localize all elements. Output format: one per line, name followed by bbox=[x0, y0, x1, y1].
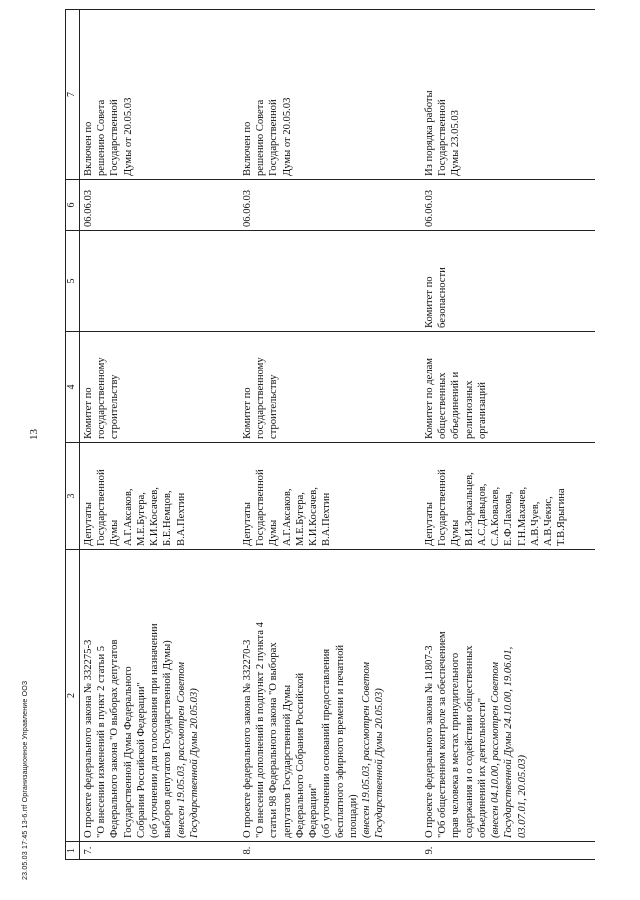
co-committee-line: безопасности bbox=[437, 267, 449, 328]
desc-line: Федерации" bbox=[308, 783, 320, 838]
author-line: А.Г.Аксаков, bbox=[281, 488, 293, 546]
committee-line: объединений и bbox=[450, 371, 462, 439]
desc-line: Федерального Собрания Российской bbox=[294, 672, 306, 838]
author-line: А.С.Давыдов, bbox=[476, 483, 488, 546]
header-cell: 5 bbox=[66, 231, 80, 332]
author-line: Е.Ф.Лахова, bbox=[503, 491, 515, 546]
author-line: А.В.Чекис, bbox=[543, 496, 555, 546]
author-line: Т.В.Ярыгина bbox=[556, 488, 568, 546]
note-line: Государственной bbox=[437, 99, 449, 176]
committee-line: Комитет по bbox=[83, 387, 94, 439]
co-committee-cell bbox=[421, 231, 595, 332]
author-line: В.И.Зоркальцев, bbox=[463, 472, 475, 546]
note-line: Думы от 20.05.03 bbox=[122, 97, 134, 176]
committee-line: строительству bbox=[109, 374, 121, 439]
note-line: решению Совета bbox=[96, 99, 108, 176]
desc-line: (об уточнении оснований предоставления bbox=[321, 648, 333, 838]
committee-line: общественных bbox=[437, 372, 449, 439]
author-line: М.Е.Бугера, bbox=[135, 492, 147, 546]
note-line: Государственной bbox=[109, 99, 121, 176]
note-line: Думы от 20.05.03 bbox=[281, 97, 293, 176]
header-cell: 2 bbox=[66, 550, 80, 842]
desc-line: Государственной Думы Федерального bbox=[122, 666, 134, 838]
date-cell: 06.06.03 bbox=[421, 180, 595, 231]
desc-line: "Об общественном контроле за обеспечением bbox=[437, 631, 449, 838]
authors-cell bbox=[239, 443, 421, 550]
authors-cell bbox=[421, 443, 595, 550]
desc-italic-line: 03.07.01, 20.05.03) bbox=[516, 755, 528, 838]
desc-line: содержания и о содействии общественных bbox=[463, 645, 475, 838]
committee-cell bbox=[421, 332, 595, 443]
page-number: 13 bbox=[28, 429, 40, 440]
author-line: В.А.Пехтин bbox=[175, 492, 187, 546]
desc-italic-line: (внесен 19.05.03, рассмотрен Советом bbox=[175, 662, 187, 838]
desc-line: бесплатного эфирного времени и печатной bbox=[334, 644, 346, 838]
desc-line: О проекте федерального закона № 332270-3 bbox=[242, 639, 253, 838]
co-committee-cell bbox=[80, 231, 240, 332]
date-cell: 06.06.03 bbox=[239, 180, 421, 231]
note-cell bbox=[239, 10, 421, 180]
header-cell: 7 bbox=[66, 10, 80, 180]
committee-line: Комитет по делам bbox=[424, 357, 435, 439]
footer-stamp: 23.05.03 17:45 13-6.rtf Организационное Управление ООЗ bbox=[22, 680, 29, 880]
desc-line: "О внесении дополнений в подпункт 2 пункта 4 bbox=[255, 622, 267, 838]
row-number: 9. bbox=[421, 842, 595, 860]
note-line: Думы 23.05.03 bbox=[450, 110, 462, 176]
note-line: Государственной bbox=[268, 99, 280, 176]
author-line: Депутаты bbox=[424, 502, 435, 546]
note-line: Из порядка работы bbox=[424, 90, 435, 176]
desc-line: статьи 98 Федерального закона "О выборах bbox=[268, 642, 280, 838]
author-line: Государственной bbox=[255, 469, 267, 546]
author-line: Думы bbox=[109, 519, 121, 546]
note-line: Включен по bbox=[83, 121, 94, 176]
note-line: решению Совета bbox=[255, 99, 267, 176]
author-line: К.И.Косачев, bbox=[149, 487, 161, 546]
header-cell: 4 bbox=[66, 332, 80, 443]
desc-line: депутатов Государственной Думы bbox=[281, 684, 293, 838]
author-line: Думы bbox=[450, 519, 462, 546]
desc-italic-line: Государственной Думы 24.10.00, 19.06.01, bbox=[503, 646, 515, 838]
author-line: Г.Н.Махачев, bbox=[516, 486, 528, 546]
desc-line: О проекте федерального закона № 332275-3 bbox=[83, 639, 94, 838]
co-committee-line: Комитет по bbox=[424, 276, 435, 328]
committee-cell bbox=[239, 332, 421, 443]
date-cell: 06.06.03 bbox=[80, 180, 240, 231]
table-row bbox=[80, 10, 240, 860]
note-cell bbox=[421, 10, 595, 180]
committee-cell bbox=[80, 332, 240, 443]
note-cell bbox=[80, 10, 240, 180]
author-line: Государственной bbox=[437, 469, 449, 546]
desc-italic-line: Государственной Думы 20.05.03) bbox=[188, 688, 200, 838]
header-cell: 6 bbox=[66, 180, 80, 231]
bill-description bbox=[421, 550, 595, 842]
committee-line: государственному bbox=[96, 357, 108, 439]
committee-line: государственному bbox=[255, 357, 267, 439]
desc-italic-line: (внесен 19.05.03, рассмотрен Советом bbox=[361, 662, 373, 838]
author-line: А.В.Чуев, bbox=[529, 501, 541, 546]
committee-line: строительству bbox=[268, 374, 280, 439]
co-committee-cell bbox=[239, 231, 421, 332]
desc-line: О проекте федерального закона № 11807-3 bbox=[424, 645, 435, 838]
agenda-table-rotated bbox=[65, 10, 585, 860]
desc-line: прав человека в местах принудительного bbox=[450, 652, 462, 838]
desc-line: площади) bbox=[347, 794, 359, 838]
desc-line: "О внесении изменений в пункт 2 статьи 5 bbox=[96, 645, 108, 838]
desc-italic-line: (внесен 04.10.00, рассмотрен Советом bbox=[490, 662, 502, 838]
desc-italic-line: Государственной Думы 20.05.03) bbox=[374, 688, 386, 838]
author-line: Думы bbox=[268, 519, 280, 546]
table-row bbox=[421, 10, 595, 860]
bill-description bbox=[80, 550, 240, 842]
agenda-table bbox=[65, 9, 595, 860]
row-number: 8. bbox=[239, 842, 421, 860]
row-number: 7. bbox=[80, 842, 240, 860]
author-line: Депутаты bbox=[83, 502, 94, 546]
author-line: В.А.Пехтин bbox=[321, 492, 333, 546]
desc-line: объединений их деятельности" bbox=[476, 697, 488, 838]
committee-line: организаций bbox=[476, 382, 488, 439]
desc-line: Федерального закона "О выборах депутатов bbox=[109, 639, 121, 838]
author-line: М.Е.Бугера, bbox=[294, 492, 306, 546]
header-row bbox=[66, 10, 80, 860]
author-line: Б.Е.Немцов, bbox=[162, 490, 174, 546]
header-cell: 1 bbox=[66, 842, 80, 860]
bill-description bbox=[239, 550, 421, 842]
header-cell: 3 bbox=[66, 443, 80, 550]
desc-line: Собрания Российской Федерации" bbox=[135, 682, 147, 838]
note-line: Включен по bbox=[242, 121, 253, 176]
desc-line: (об уточнении для голосования при назначении bbox=[149, 623, 161, 838]
authors-cell bbox=[80, 443, 240, 550]
committee-line: Комитет по bbox=[242, 387, 253, 439]
author-line: Государственной bbox=[96, 469, 108, 546]
author-line: К.И.Косачев, bbox=[308, 487, 320, 546]
author-line: Депутаты bbox=[242, 502, 253, 546]
desc-line: выборов депутатов Государственной Думы) bbox=[162, 640, 174, 838]
author-line: А.Г.Аксаков, bbox=[122, 488, 134, 546]
table-row bbox=[239, 10, 421, 860]
committee-line: религиозных bbox=[463, 380, 475, 439]
author-line: С.А.Ковалев, bbox=[490, 486, 502, 546]
